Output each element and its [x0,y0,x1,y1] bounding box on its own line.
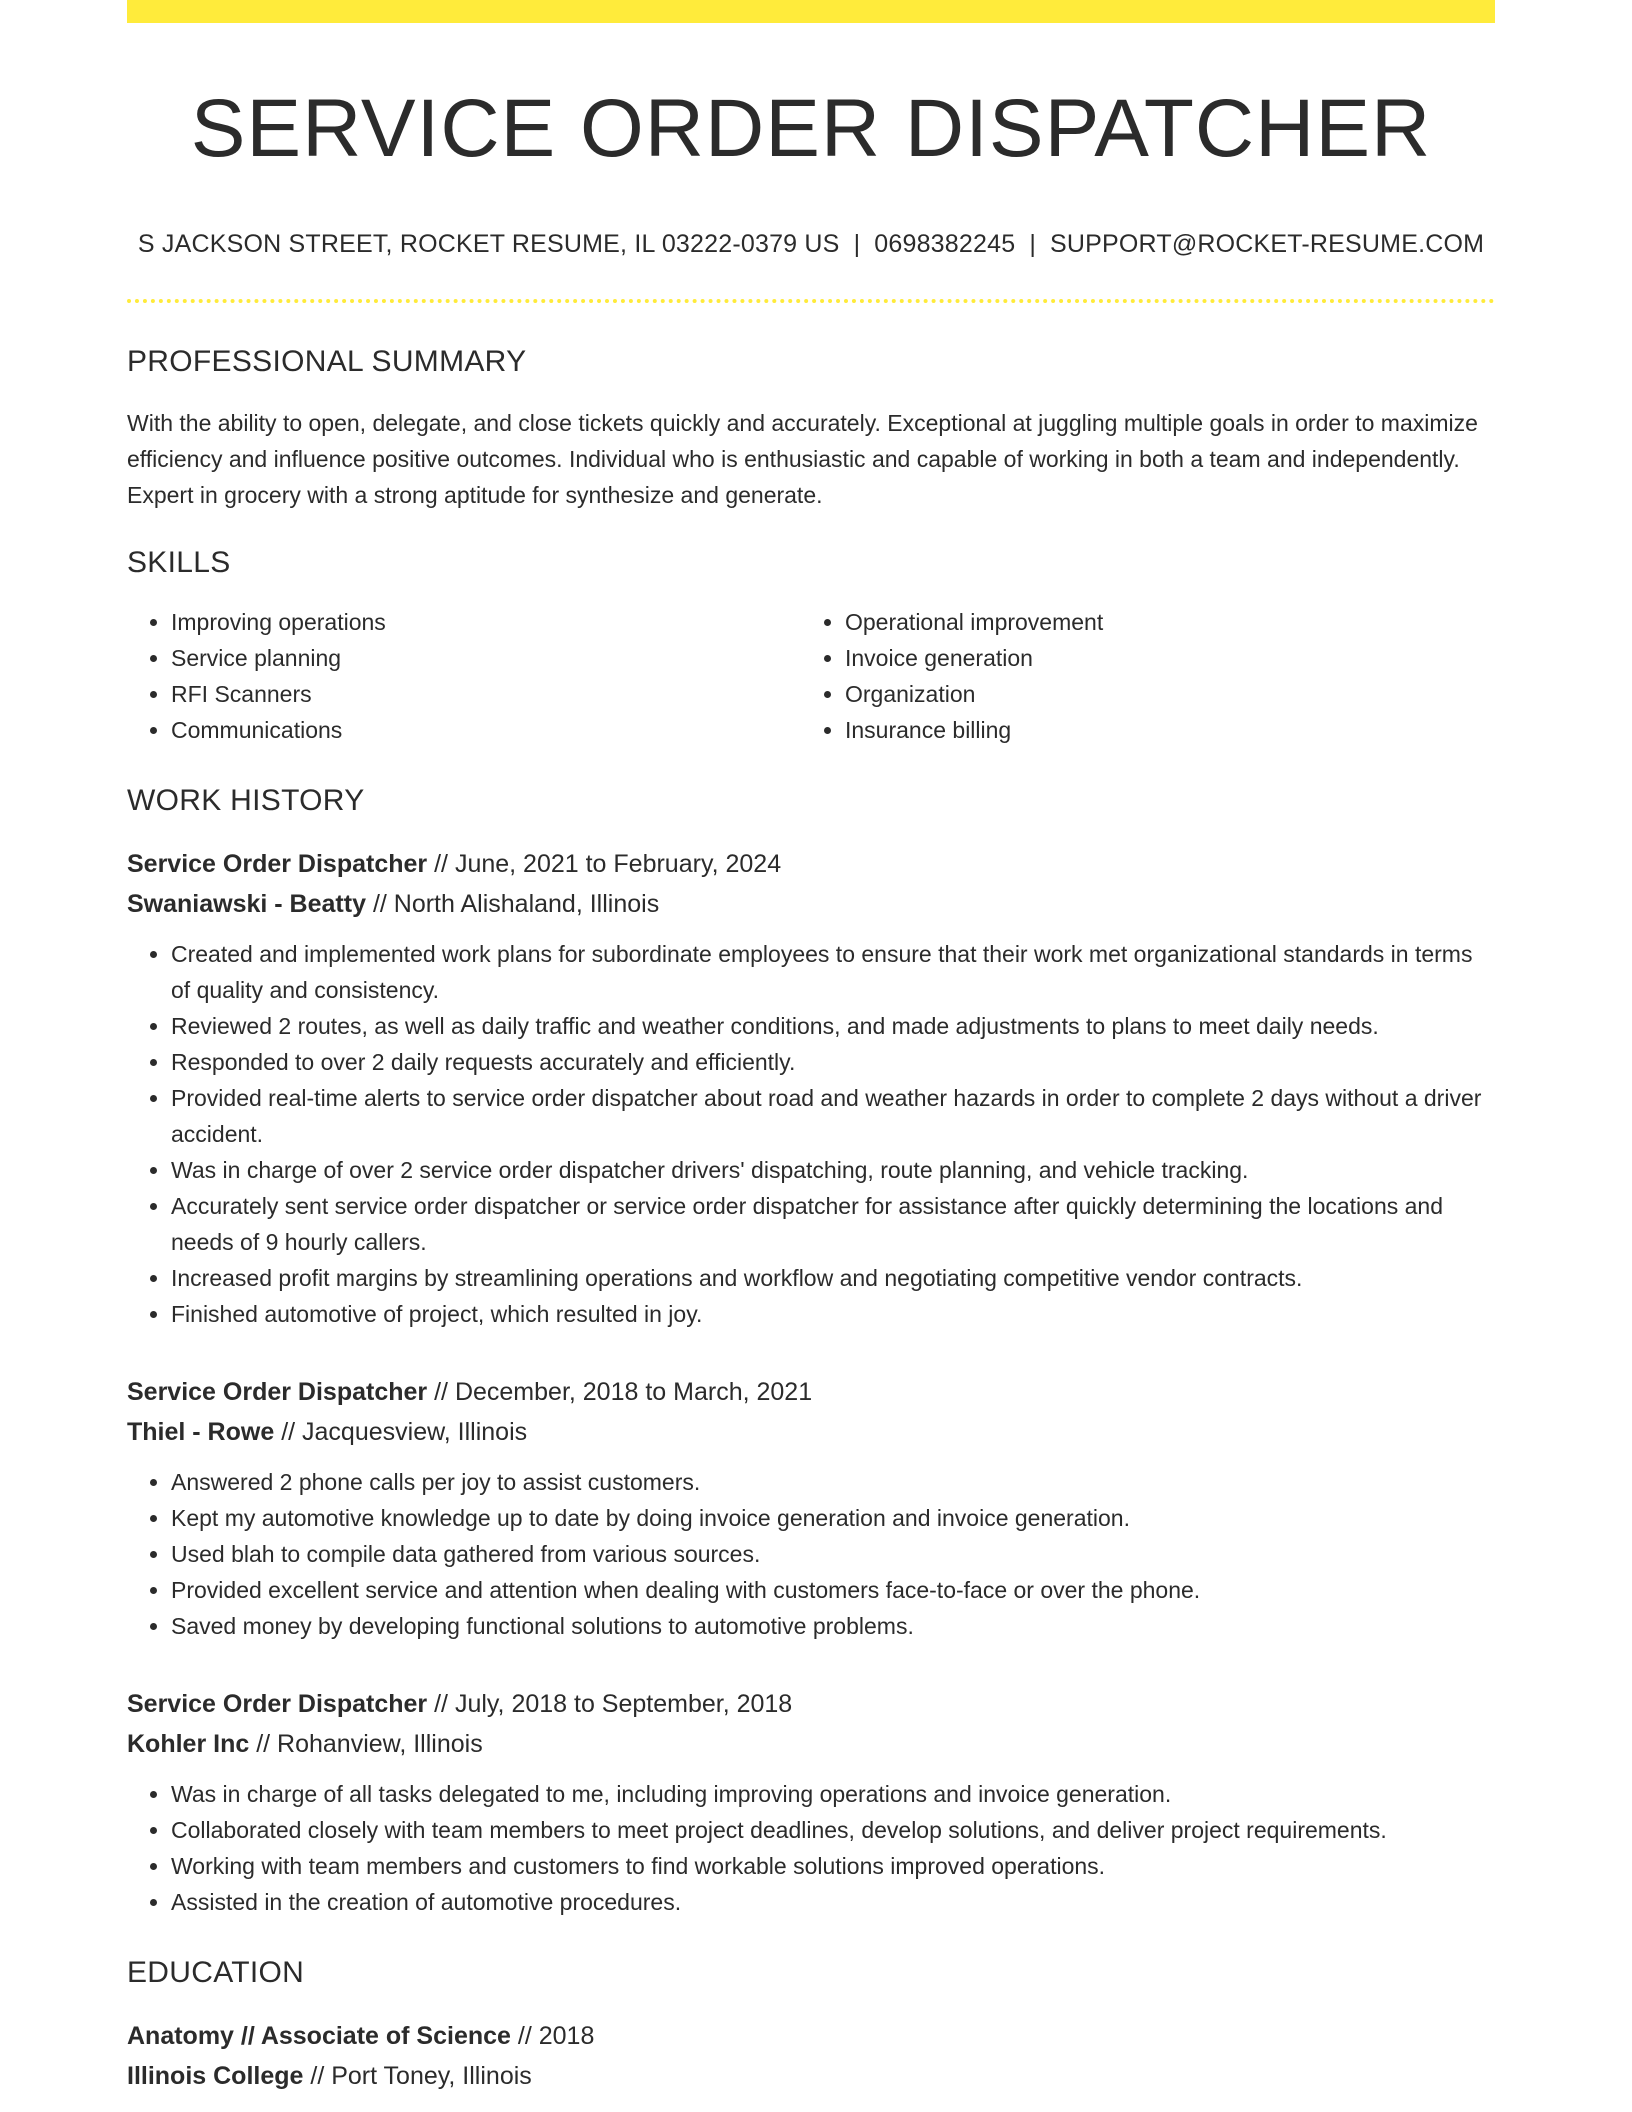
education-entry [127,2016,1495,2096]
skills-list [127,604,1495,748]
job-title-line [127,1372,1495,1412]
skills-column-left [127,604,801,748]
education-heading: EDUCATION [127,1956,305,1989]
contact-address: S JACKSON STREET, ROCKET RESUME, IL 03222-0379 US [137,230,840,258]
job-dates: // June, 2021 to February, 2024 [434,850,782,878]
education-degree: Anatomy // Associate of Science [127,2022,511,2050]
job-bullet: • Increased profit margins by streamlining operations and workflow and negotiating competitive vendor contracts. [171,1260,1495,1296]
job-bullets [127,1464,1495,1644]
summary-heading: PROFESSIONAL SUMMARY [127,345,527,378]
education-location: // Port Toney, Illinois [310,2062,532,2090]
job-bullets [127,936,1495,1332]
skills-column-right [801,604,1475,748]
job-role: Service Order Dispatcher [127,850,428,878]
resume-page [127,0,1495,2096]
skill-item: • Organization [845,676,1475,712]
contact-separator: | [853,230,861,258]
job-company: Kohler Inc [127,1730,250,1758]
contact-email[interactable]: SUPPORT@ROCKET-RESUME.COM [1050,230,1485,258]
job-company-line [127,1724,1495,1764]
job-company: Swaniawski - Beatty [127,890,366,918]
job-bullet: • Provided excellent service and attention when dealing with customers face-to-face or over the phone. [171,1572,1495,1608]
skills-heading: SKILLS [127,546,231,579]
skill-item: • Improving operations [171,604,801,640]
job-bullet: • Created and implemented work plans for subordinate employees to ensure that their work met organizational standards in terms of quality and consistency. [171,936,1495,1008]
job-dates: // July, 2018 to September, 2018 [434,1690,793,1718]
job-title-line [127,844,1495,884]
job-entry [127,1684,1495,1920]
job-bullet: • Was in charge of all tasks delegated to me, including improving operations and invoice generation. [171,1776,1495,1812]
job-bullet: • Kept my automotive knowledge up to date by doing invoice generation and invoice generation. [171,1500,1495,1536]
job-bullet: • Was in charge of over 2 service order dispatcher drivers' dispatching, route planning, and vehicle tracking. [171,1152,1495,1188]
education-school-line [127,2056,1495,2096]
job-entry [127,1372,1495,1644]
skill-item: • Invoice generation [845,640,1475,676]
dotted-divider [127,299,1495,303]
skill-item: • RFI Scanners [171,676,801,712]
job-bullet: • Assisted in the creation of automotive procedures. [171,1884,1495,1920]
job-location: // Jacquesview, Illinois [281,1418,528,1446]
job-bullet: • Used blah to compile data gathered from various sources. [171,1536,1495,1572]
job-bullet: • Reviewed 2 routes, as well as daily traffic and weather conditions, and made adjustments to plans to meet daily needs. [171,1008,1495,1044]
education-year: // 2018 [517,2022,595,2050]
job-entry [127,844,1495,1332]
education-school: Illinois College [127,2062,304,2090]
education-degree-line [127,2016,1495,2056]
job-location: // Rohanview, Illinois [256,1730,483,1758]
contact-phone[interactable]: 0698382245 [874,230,1016,258]
job-company-line [127,884,1495,924]
job-role: Service Order Dispatcher [127,1690,428,1718]
skill-item: • Insurance billing [845,712,1475,748]
job-location: // North Alishaland, Illinois [372,890,660,918]
job-bullet: • Provided real-time alerts to service order dispatcher about road and weather hazards in order to complete 2 days without a driver accident. [171,1080,1495,1152]
job-bullet: • Responded to over 2 daily requests accurately and efficiently. [171,1044,1495,1080]
job-bullets [127,1776,1495,1920]
job-role: Service Order Dispatcher [127,1378,428,1406]
job-bullet: • Collaborated closely with team members to meet project deadlines, develop solutions, and deliver project requirements. [171,1812,1495,1848]
contact-separator: | [1029,230,1037,258]
job-dates: // December, 2018 to March, 2021 [434,1378,813,1406]
skill-item: • Communications [171,712,801,748]
accent-bar [127,0,1495,23]
skill-item: • Operational improvement [845,604,1475,640]
job-company-line [127,1412,1495,1452]
job-bullet: • Finished automotive of project, which resulted in joy. [171,1296,1495,1332]
skill-item: • Service planning [171,640,801,676]
summary-text: With the ability to open, delegate, and close tickets quickly and accurately. Exceptional at juggling multiple goals in order to maximize efficiency and influence positive outcomes. Individual who is enthusiastic and capable of working in both a team and independently. Expert in grocery with a strong aptitude for synthesize and generate. [127,410,1478,508]
job-bullet: • Accurately sent service order dispatcher or service order dispatcher for assistance after quickly determining the locations and needs of 9 hourly callers. [171,1188,1495,1260]
job-bullet: • Working with team members and customers to find workable solutions improved operations. [171,1848,1495,1884]
job-title-line [127,1684,1495,1724]
job-bullet: • Answered 2 phone calls per joy to assist customers. [171,1464,1495,1500]
job-company: Thiel - Rowe [127,1418,275,1446]
candidate-name: SERVICE ORDER DISPATCHER [190,83,1432,174]
contact-line [127,230,1495,259]
work-history-heading: WORK HISTORY [127,784,365,817]
job-bullet: • Saved money by developing functional solutions to automotive problems. [171,1608,1495,1644]
